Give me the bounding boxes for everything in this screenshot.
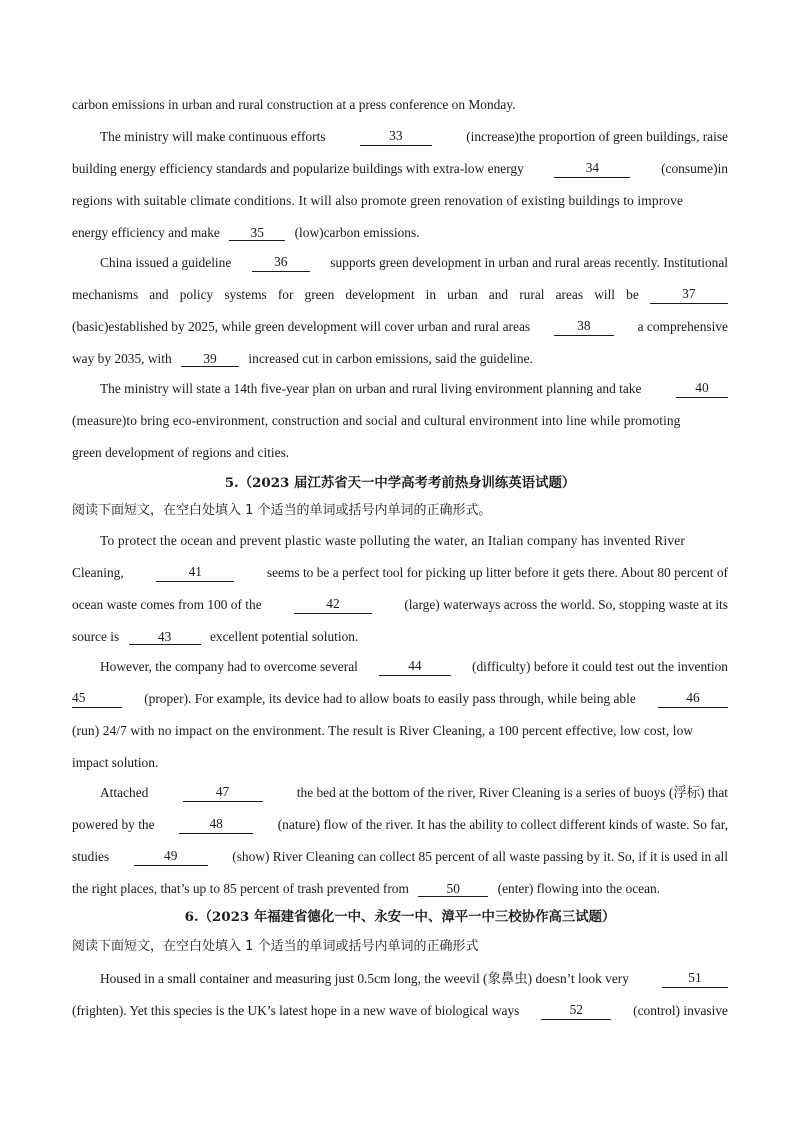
text: the right places, that’s up to 85 percent of trash prevented from xyxy=(72,881,409,896)
blank-49[interactable]: 49 xyxy=(134,848,208,866)
text: the bed at the bottom of the river, River Cleaning is a series of buoys (浮标) that xyxy=(296,785,728,800)
word: development xyxy=(345,287,415,302)
word: be xyxy=(626,287,639,302)
section-heading: 6.（2023 年福建省德化一中、永安一中、漳平一中三校协作高三试题） xyxy=(184,909,616,925)
text-line xyxy=(100,380,728,398)
blank-39[interactable]: 39 xyxy=(181,351,239,367)
word: rural xyxy=(519,287,545,302)
blank-41[interactable]: 41 xyxy=(156,564,234,582)
text: carbon emissions in urban and rural construction at a press conference on Monday. xyxy=(72,97,516,112)
blank-52[interactable]: 52 xyxy=(541,1002,611,1020)
blank-48[interactable]: 48 xyxy=(179,816,253,834)
text: (run) 24/7 with no impact on the environment. The result is River Cleaning, a 100 percent effective, low cost, low xyxy=(72,723,694,738)
text: (show) River Cleaning can collect 85 percent of all waste passing by it. So, if it is used in all xyxy=(232,849,728,864)
blank-50[interactable]: 50 xyxy=(418,881,488,897)
word: and xyxy=(149,287,169,302)
word: mechanisms xyxy=(72,287,139,302)
text-line xyxy=(100,970,728,988)
text: (control) invasive xyxy=(633,1003,728,1018)
text: increased cut in carbon emissions, said the guideline. xyxy=(248,351,533,366)
text: powered by the xyxy=(72,817,155,832)
blank-40[interactable]: 40 xyxy=(676,380,728,398)
text: (consume)in xyxy=(661,161,728,176)
text: (increase)the proportion of green buildings, raise xyxy=(466,129,728,144)
text: excellent potential solution. xyxy=(209,629,359,644)
text: building energy efficiency standards and popularize buildings with extra-low energy xyxy=(72,161,524,176)
text-line xyxy=(72,160,728,178)
text: (enter) flowing into the ocean. xyxy=(497,881,661,896)
word: and xyxy=(488,287,509,302)
text-line xyxy=(72,722,728,740)
blank-37[interactable]: 37 xyxy=(650,286,728,304)
text: a comprehensive xyxy=(637,319,728,334)
text: (low)carbon emissions. xyxy=(294,225,420,240)
blank-47[interactable]: 47 xyxy=(183,784,263,802)
text: (measure)to bring eco-environment, construction and social and cultural environment into line while promoting xyxy=(72,413,681,428)
text-line xyxy=(100,128,728,146)
text-line xyxy=(72,628,728,646)
blank-33[interactable]: 33 xyxy=(360,128,432,146)
text-line xyxy=(72,880,728,898)
text-line xyxy=(72,192,728,210)
text-line xyxy=(72,596,728,614)
text-line xyxy=(100,784,728,802)
blank-45[interactable]: 45 xyxy=(72,690,122,708)
blank-43[interactable]: 43 xyxy=(129,629,201,645)
text-line xyxy=(72,1002,728,1020)
text-line xyxy=(72,690,728,708)
text-line xyxy=(72,754,728,772)
text-line xyxy=(72,848,728,866)
text-line xyxy=(72,444,728,462)
text-line xyxy=(72,318,728,336)
blank-42[interactable]: 42 xyxy=(294,596,372,614)
text: impact solution. xyxy=(72,755,159,770)
text: To protect the ocean and prevent plastic waste polluting the water, an Italian company has invented River xyxy=(100,533,686,548)
text: ocean waste comes from 100 of the xyxy=(72,597,262,612)
text: regions with suitable climate conditions. It will also promote green renovation of existing buildings to improve xyxy=(72,193,684,208)
text-line xyxy=(72,96,728,114)
word: green xyxy=(304,287,335,302)
text: seems to be a perfect tool for picking up litter before it gets there. About 80 percent of xyxy=(266,565,728,580)
text-line xyxy=(72,350,728,368)
text: (nature) flow of the river. It has the ability to collect different kinds of waste. So far, xyxy=(277,817,728,832)
text: However, the company had to overcome several xyxy=(100,659,358,674)
instruction-text: 阅读下面短文，在空白处填入 1 个适当的单词或括号内单词的正确形式 xyxy=(72,939,479,954)
blank-35[interactable]: 35 xyxy=(229,225,285,241)
text-line xyxy=(72,816,728,834)
blank-44[interactable]: 44 xyxy=(379,658,451,676)
text: The ministry will make continuous efforts xyxy=(100,129,326,144)
text-line xyxy=(100,658,728,676)
word: policy xyxy=(179,287,214,302)
text: (proper). For example, its device had to allow boats to easily pass through, while being able xyxy=(144,691,636,706)
word: areas xyxy=(555,287,584,302)
text: Attached xyxy=(100,785,149,800)
word: systems xyxy=(224,287,267,302)
text: (large) waterways across the world. So, stopping waste at its xyxy=(404,597,728,612)
instruction-text: 阅读下面短文，在空白处填入 1 个适当的单词或括号内单词的正确形式。 xyxy=(72,503,492,518)
text: The ministry will state a 14th five-year plan on urban and rural living environment planning and take xyxy=(100,381,642,396)
text: way by 2035, with xyxy=(72,351,172,366)
text-line xyxy=(100,254,728,272)
text: Cleaning, xyxy=(72,565,124,580)
word: in xyxy=(425,287,437,302)
word: urban xyxy=(447,287,478,302)
text: green development of regions and cities. xyxy=(72,445,290,460)
text-line xyxy=(100,532,728,550)
text: (basic)established by 2025, while green development will cover urban and rural areas xyxy=(72,319,531,334)
text: energy efficiency and make xyxy=(72,225,220,240)
text-line xyxy=(72,286,728,304)
section-heading: 5.（2023 届江苏省天一中学高考考前热身训练英语试题） xyxy=(224,475,576,491)
text: Housed in a small container and measuring just 0.5cm long, the weevil (象鼻虫) doesn’t look very xyxy=(100,971,629,986)
text: supports green development in urban and rural areas recently. Institutional xyxy=(330,255,728,270)
text: China issued a guideline xyxy=(100,255,232,270)
text-line xyxy=(72,412,728,430)
word: will xyxy=(594,287,616,302)
text: (frighten). Yet this species is the UK’s latest hope in a new wave of biological ways xyxy=(72,1003,520,1018)
blank-51[interactable]: 51 xyxy=(662,970,728,988)
text: studies xyxy=(72,849,110,864)
text-line xyxy=(72,224,728,242)
text: (difficulty) before it could test out the invention xyxy=(472,659,728,674)
blank-38[interactable]: 38 xyxy=(554,318,614,336)
blank-46[interactable]: 46 xyxy=(658,690,728,708)
blank-34[interactable]: 34 xyxy=(554,160,630,178)
word: for xyxy=(277,287,294,302)
blank-36[interactable]: 36 xyxy=(252,254,310,272)
text-line xyxy=(72,564,728,582)
text: source is xyxy=(72,629,120,644)
